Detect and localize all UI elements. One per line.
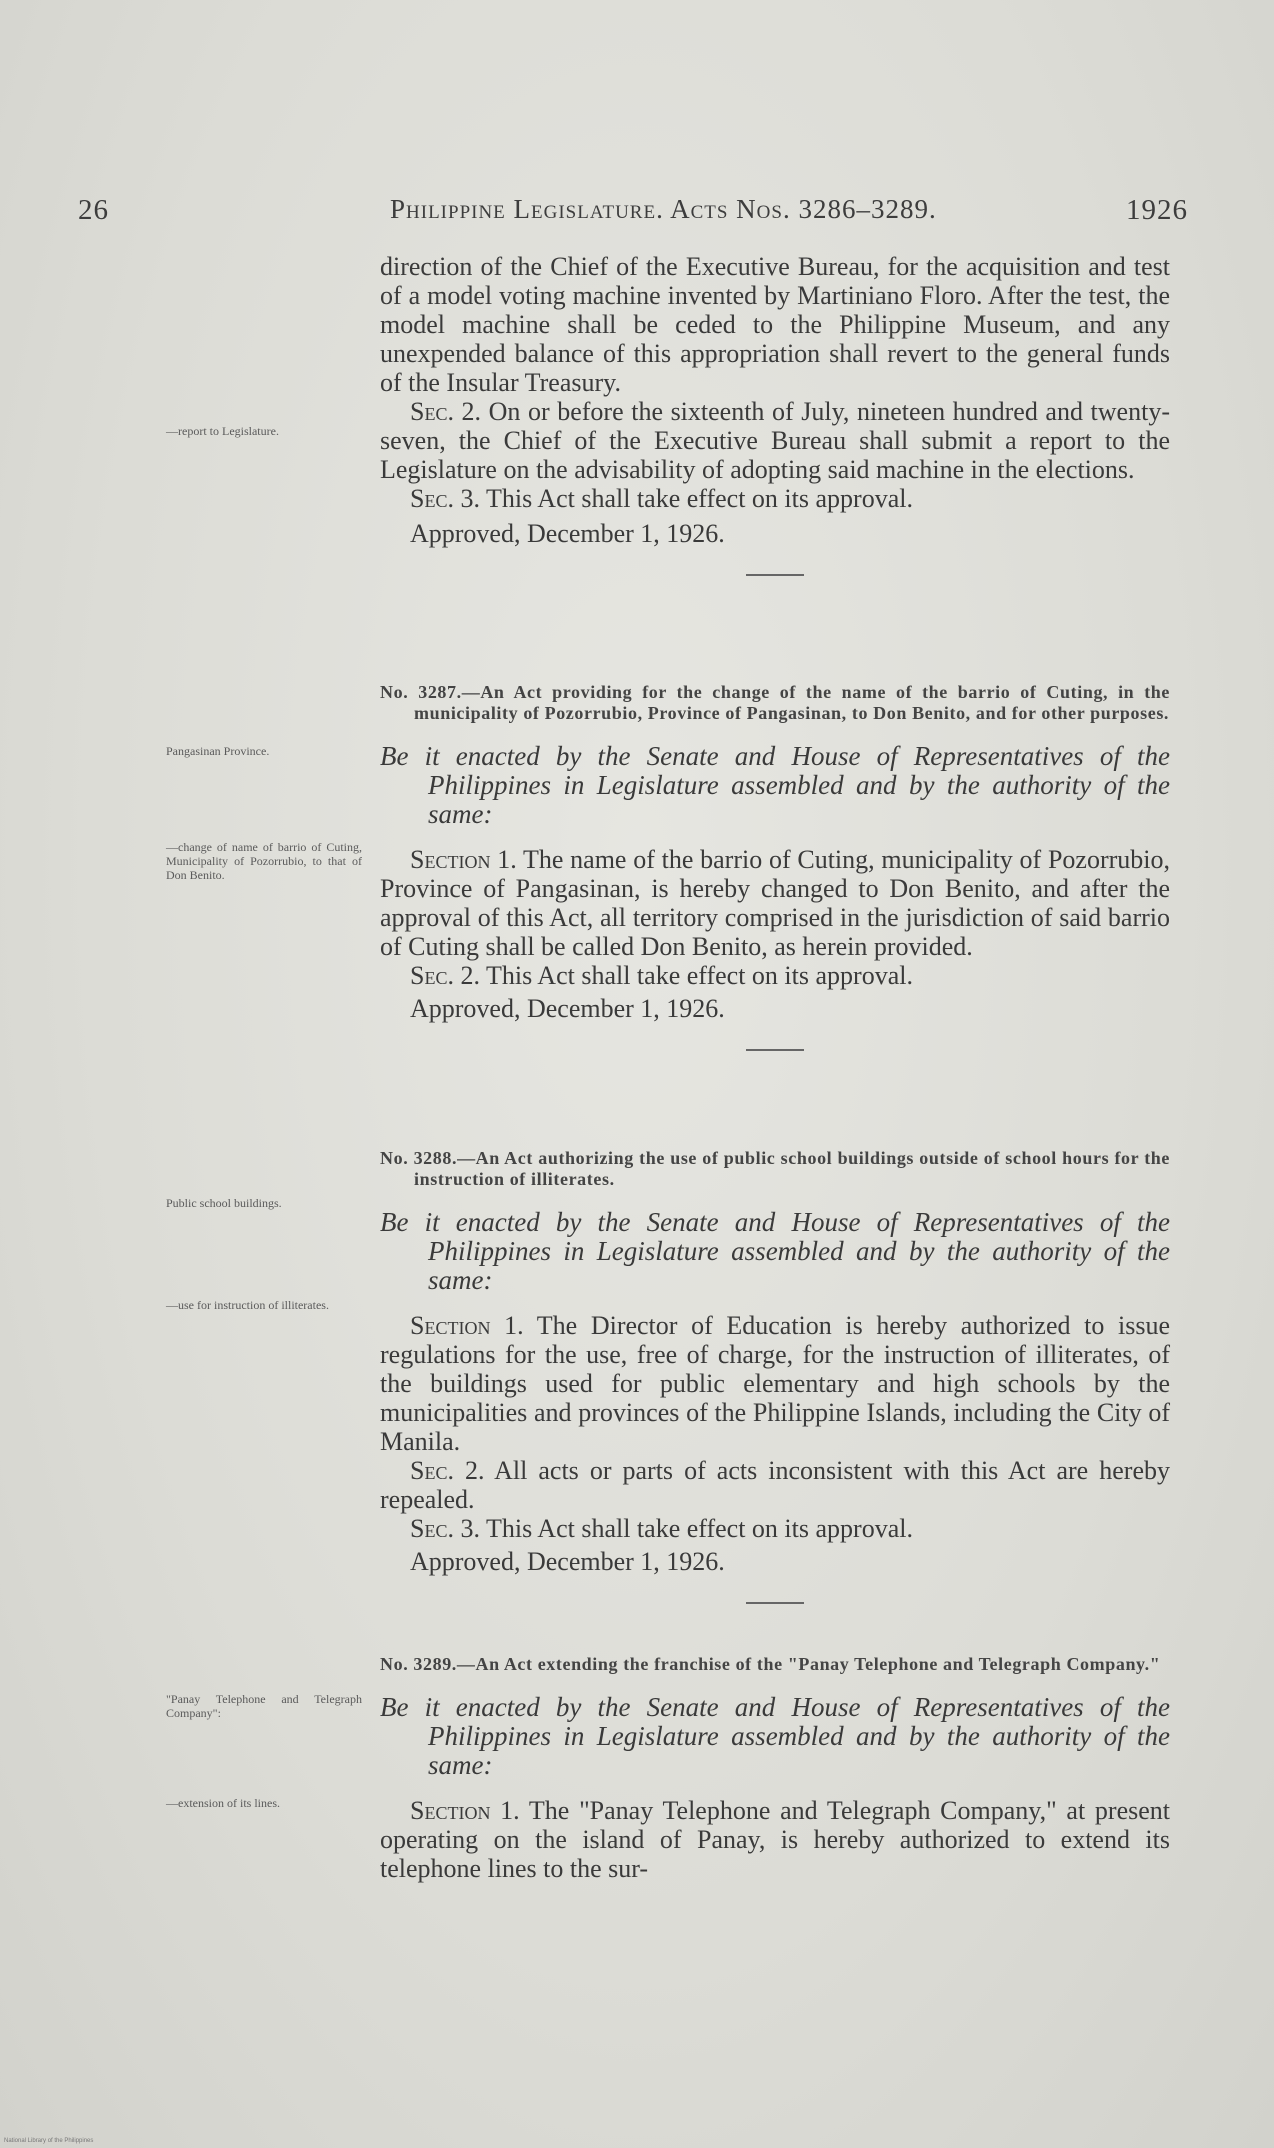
- header-year: 1926: [1126, 194, 1188, 226]
- sec-text: This Act shall take effect on its approval.: [479, 484, 913, 513]
- sec-text: This Act shall take effect on its approval.: [479, 1514, 913, 1543]
- act-3288-section: [380, 1130, 1170, 1604]
- act-3287-section: [380, 664, 1170, 1051]
- act-3288-sec1: [380, 1311, 1170, 1456]
- sec-label: Section 1.: [410, 1311, 524, 1340]
- margin-note-extension: —extension of its lines.: [166, 1796, 280, 1810]
- margin-note-pangasinan: Pangasinan Province.: [166, 744, 270, 758]
- sec-text: The "Panay Telephone and Telegraph Company," at present operating on the island of Panay, is hereby authorized to extend its telephone lines to the sur-: [380, 1796, 1170, 1883]
- act-3286-sec2: [380, 397, 1170, 484]
- margin-note-illiterates: —use for instruction of illiterates.: [166, 1298, 329, 1312]
- margin-note-change-name: —change of name of barrio of Cuting, Municipality of Pozorrubio, to that of Don Benito.: [166, 840, 362, 882]
- sec-text: All acts or parts of acts inconsistent with this Act are hereby repealed.: [380, 1456, 1170, 1514]
- sec-text: The name of the barrio of Cuting, municipality of Pozorrubio, Province of Pangasinan, is hereby changed to Don Benito, and after the approval of this Act, all territory comprised in the jurisdiction of said barrio of Cuting shall be called Don Benito, as herein provided.: [380, 845, 1170, 961]
- margin-note-school-buildings: Public school buildings.: [166, 1196, 282, 1210]
- running-title: Philippine Legislature. Acts Nos. 3286–3289.: [390, 194, 937, 224]
- act-3287-approved: Approved, December 1, 1926.: [410, 994, 725, 1023]
- act-3288-title: No. 3288.—An Act authorizing the use of public school buildings outside of school hours for the instruction of illiterates.: [380, 1148, 1170, 1189]
- act-3288-sec3: [380, 1514, 1170, 1543]
- act-3287-title: No. 3287.—An Act providing for the change of the name of the barrio of Cuting, in the municipality of Pozorrubio, Province of Pangasinan, to Don Benito, and for other purposes.: [380, 682, 1170, 723]
- act-3286-approved: Approved, December 1, 1926.: [410, 519, 725, 548]
- section-divider: [746, 1049, 804, 1051]
- act-3289-enacting-clause: Be it enacted by the Senate and House of Representatives of the Philippines in Legislature assembled and by the authority of the same:: [380, 1692, 1170, 1780]
- section-divider: [746, 574, 804, 576]
- sec-label: Section 1.: [410, 1796, 520, 1825]
- sec-label: Sec. 2.: [410, 961, 480, 990]
- act-3288-enacting-clause: Be it enacted by the Senate and House of Representatives of the Philippines in Legislature assembled and by the authority of the same:: [380, 1207, 1170, 1295]
- scan-footer: National Library of the Philippines: [4, 2138, 94, 2144]
- sec-label: Sec. 3.: [410, 484, 480, 513]
- act-3289-sec1: [380, 1796, 1170, 1883]
- sec-label: Sec. 2.: [410, 397, 482, 426]
- section-divider: [746, 1602, 804, 1604]
- act-3287-enacting-clause: Be it enacted by the Senate and House of Representatives of the Philippines in Legislature assembled and by the authority of the same:: [380, 741, 1170, 829]
- act-3287-sec2: [380, 961, 1170, 990]
- sec-label: Sec. 2.: [410, 1456, 485, 1485]
- act-3288-sec2: [380, 1456, 1170, 1514]
- sec-label: Sec. 3.: [410, 1514, 480, 1543]
- sec-text: On or before the sixteenth of July, nineteen hundred and twenty-seven, the Chief of the Executive Bureau shall submit a report to the Legislature on the advisability of adopting said machine in the elections.: [380, 397, 1170, 484]
- sec-text: The Director of Education is hereby authorized to issue regulations for the use, free of charge, for the instruction of illiterates, of the buildings used for public elementary and high schools by the municipalities and provinces of the Philippine Islands, including the City of Manila.: [380, 1311, 1171, 1456]
- margin-note-report: —report to Legislature.: [166, 424, 279, 438]
- sec-text: This Act shall take effect on its approval.: [479, 961, 913, 990]
- act-3288-approved: Approved, December 1, 1926.: [410, 1547, 725, 1576]
- act-3286-continuation: direction of the Chief of the Executive Bureau, for the acquisition and test of a model voting machine invented by Martiniano Floro. After the test, the model machine shall be ceded to the Philippine Museum, and any unexpended balance of this appropriation shall revert to the general funds of the Insular Treasury.: [380, 252, 1170, 397]
- act-3286-section: [380, 252, 1170, 576]
- act-3287-sec1: [380, 845, 1170, 961]
- margin-note-panay: "Panay Telephone and Telegraph Company":: [166, 1692, 362, 1720]
- act-3289-section: [380, 1636, 1170, 1883]
- act-3286-sec3: [380, 484, 1170, 513]
- page-number: 26: [78, 194, 109, 226]
- act-3289-title: No. 3289.—An Act extending the franchise of the "Panay Telephone and Telegraph Company.": [380, 1654, 1161, 1674]
- sec-label: Section 1.: [410, 845, 517, 874]
